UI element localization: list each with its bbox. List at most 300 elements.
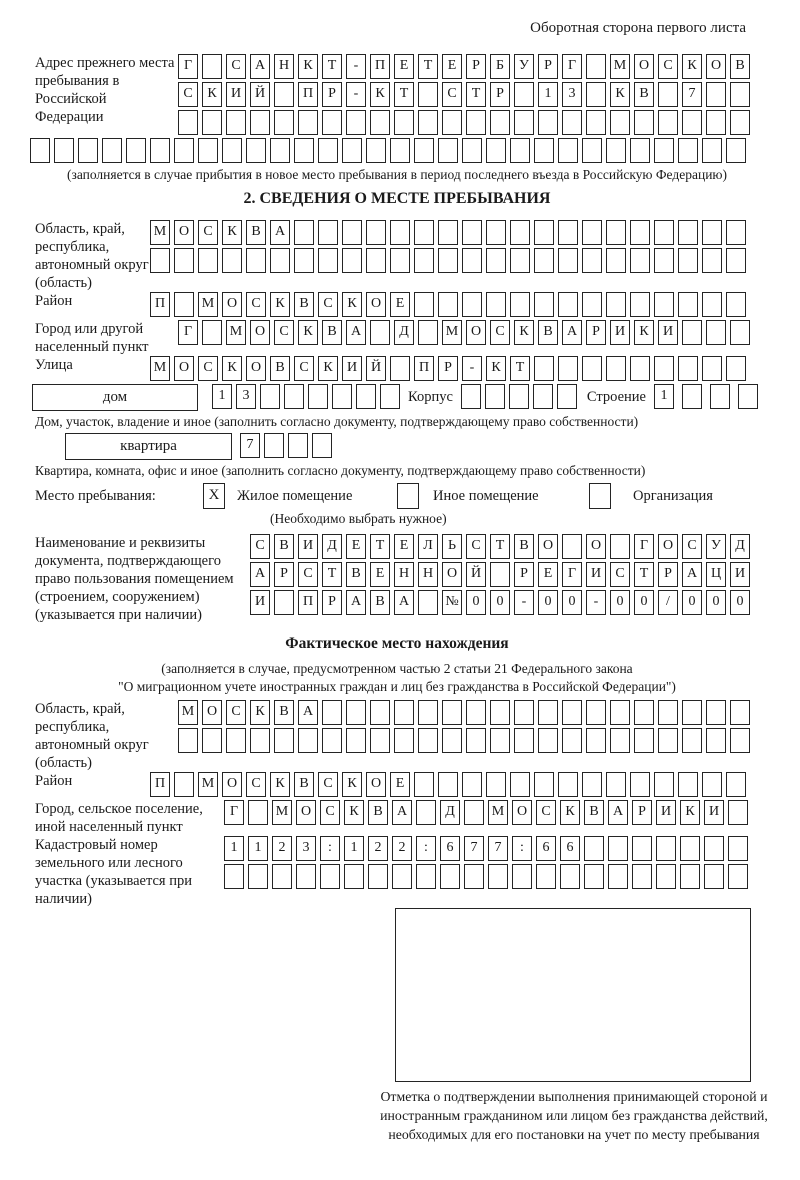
char-box[interactable]: О [174, 356, 194, 381]
char-box[interactable]: И [658, 320, 678, 345]
char-box[interactable]: 3 [562, 82, 582, 107]
char-box[interactable] [582, 220, 602, 245]
char-box[interactable] [534, 220, 554, 245]
char-box[interactable]: Т [322, 562, 342, 587]
char-box[interactable] [658, 110, 678, 135]
char-box[interactable] [298, 728, 318, 753]
char-box[interactable] [606, 356, 626, 381]
char-box[interactable]: И [250, 590, 270, 615]
char-box[interactable]: Г [562, 562, 582, 587]
char-box[interactable] [728, 864, 748, 889]
char-box[interactable]: О [174, 220, 194, 245]
char-box[interactable] [462, 292, 482, 317]
char-box[interactable]: И [226, 82, 246, 107]
char-box[interactable] [294, 220, 314, 245]
char-box[interactable] [610, 728, 630, 753]
char-box[interactable]: О [634, 54, 654, 79]
char-box[interactable] [726, 772, 746, 797]
char-box[interactable] [312, 433, 332, 458]
char-box[interactable] [534, 138, 554, 163]
char-box[interactable]: К [634, 320, 654, 345]
char-box[interactable] [510, 138, 530, 163]
char-box[interactable]: П [150, 772, 170, 797]
char-box[interactable]: Й [466, 562, 486, 587]
char-box[interactable]: В [368, 800, 388, 825]
char-box[interactable]: П [370, 54, 390, 79]
char-box[interactable] [586, 82, 606, 107]
char-box[interactable]: С [318, 292, 338, 317]
char-box[interactable] [370, 110, 390, 135]
char-box[interactable] [534, 356, 554, 381]
char-box[interactable]: Е [390, 292, 410, 317]
char-box[interactable] [490, 110, 510, 135]
char-box[interactable] [730, 320, 750, 345]
char-box[interactable] [726, 292, 746, 317]
char-box[interactable] [202, 110, 222, 135]
char-box[interactable] [538, 728, 558, 753]
char-box[interactable]: С [178, 82, 198, 107]
char-box[interactable] [174, 248, 194, 273]
char-box[interactable] [557, 384, 577, 409]
char-box[interactable] [202, 320, 222, 345]
char-box[interactable] [270, 138, 290, 163]
char-box[interactable]: А [346, 320, 366, 345]
char-box[interactable] [678, 772, 698, 797]
char-box[interactable]: С [318, 772, 338, 797]
char-box[interactable] [562, 534, 582, 559]
char-box[interactable] [678, 292, 698, 317]
char-box[interactable]: Т [466, 82, 486, 107]
char-box[interactable] [514, 82, 534, 107]
char-box[interactable] [584, 864, 604, 889]
char-box[interactable] [706, 728, 726, 753]
char-box[interactable]: М [226, 320, 246, 345]
char-box[interactable] [608, 836, 628, 861]
char-box[interactable] [726, 248, 746, 273]
char-box[interactable]: Т [394, 82, 414, 107]
char-box[interactable]: В [584, 800, 604, 825]
char-box[interactable] [608, 864, 628, 889]
char-box[interactable]: 1 [248, 836, 268, 861]
char-box[interactable]: О [366, 772, 386, 797]
char-box[interactable] [390, 356, 410, 381]
char-box[interactable] [510, 772, 530, 797]
char-box[interactable] [654, 292, 674, 317]
char-box[interactable]: 0 [706, 590, 726, 615]
char-box[interactable] [560, 864, 580, 889]
char-box[interactable] [294, 248, 314, 273]
char-box[interactable]: 6 [536, 836, 556, 861]
char-box[interactable] [390, 138, 410, 163]
char-box[interactable] [150, 138, 170, 163]
char-box[interactable] [418, 590, 438, 615]
char-box[interactable] [274, 82, 294, 107]
char-box[interactable]: 6 [440, 836, 460, 861]
char-box[interactable] [270, 248, 290, 273]
char-box[interactable] [486, 248, 506, 273]
char-box[interactable]: А [562, 320, 582, 345]
char-box[interactable] [416, 800, 436, 825]
char-box[interactable]: Н [274, 54, 294, 79]
char-box[interactable] [462, 248, 482, 273]
char-box[interactable] [296, 864, 316, 889]
char-box[interactable] [510, 292, 530, 317]
char-box[interactable] [294, 138, 314, 163]
char-box[interactable] [682, 700, 702, 725]
char-box[interactable]: Ь [442, 534, 462, 559]
char-box[interactable] [485, 384, 505, 409]
char-box[interactable] [322, 700, 342, 725]
char-box[interactable]: В [370, 590, 390, 615]
char-box[interactable] [558, 248, 578, 273]
char-box[interactable]: С [490, 320, 510, 345]
char-box[interactable] [438, 248, 458, 273]
char-box[interactable] [533, 384, 553, 409]
char-box[interactable] [726, 356, 746, 381]
char-box[interactable]: 2 [272, 836, 292, 861]
char-box[interactable] [606, 248, 626, 273]
char-box[interactable] [414, 220, 434, 245]
char-box[interactable] [260, 384, 280, 409]
char-box[interactable]: О [586, 534, 606, 559]
char-box[interactable] [728, 800, 748, 825]
char-box[interactable]: С [682, 534, 702, 559]
char-box[interactable]: 1 [224, 836, 244, 861]
char-box[interactable]: С [610, 562, 630, 587]
char-box[interactable] [274, 590, 294, 615]
char-box[interactable] [656, 864, 676, 889]
char-box[interactable]: Т [322, 54, 342, 79]
char-box[interactable]: К [270, 292, 290, 317]
char-box[interactable] [416, 864, 436, 889]
char-box[interactable]: К [222, 356, 242, 381]
char-box[interactable] [702, 138, 722, 163]
char-box[interactable] [414, 772, 434, 797]
char-box[interactable] [710, 384, 730, 409]
char-box[interactable] [726, 138, 746, 163]
char-box[interactable] [346, 728, 366, 753]
char-box[interactable]: К [342, 292, 362, 317]
char-box[interactable] [370, 728, 390, 753]
char-box[interactable] [248, 864, 268, 889]
char-box[interactable] [630, 220, 650, 245]
char-box[interactable]: В [538, 320, 558, 345]
char-box[interactable]: 0 [562, 590, 582, 615]
char-box[interactable] [320, 864, 340, 889]
char-box[interactable]: 6 [560, 836, 580, 861]
char-box[interactable]: 0 [610, 590, 630, 615]
char-box[interactable] [538, 110, 558, 135]
char-box[interactable] [702, 248, 722, 273]
char-box[interactable] [461, 384, 481, 409]
char-box[interactable]: Р [322, 590, 342, 615]
residence-checkbox-org[interactable] [589, 483, 611, 509]
char-box[interactable] [682, 320, 702, 345]
char-box[interactable] [606, 138, 626, 163]
char-box[interactable] [510, 248, 530, 273]
char-box[interactable]: М [178, 700, 198, 725]
char-box[interactable] [466, 110, 486, 135]
char-box[interactable] [414, 138, 434, 163]
char-box[interactable]: Й [250, 82, 270, 107]
char-box[interactable]: И [342, 356, 362, 381]
char-box[interactable]: К [202, 82, 222, 107]
char-box[interactable]: К [222, 220, 242, 245]
char-box[interactable]: К [344, 800, 364, 825]
char-box[interactable] [702, 356, 722, 381]
char-box[interactable]: В [322, 320, 342, 345]
char-box[interactable]: Е [390, 772, 410, 797]
char-box[interactable]: Г [634, 534, 654, 559]
char-box[interactable] [250, 110, 270, 135]
char-box[interactable]: 1 [212, 384, 232, 409]
char-box[interactable] [490, 562, 510, 587]
char-box[interactable] [658, 82, 678, 107]
char-box[interactable]: П [298, 82, 318, 107]
char-box[interactable] [174, 138, 194, 163]
char-box[interactable]: В [514, 534, 534, 559]
char-box[interactable]: 0 [682, 590, 702, 615]
char-box[interactable] [582, 772, 602, 797]
char-box[interactable]: М [198, 292, 218, 317]
char-box[interactable]: С [250, 534, 270, 559]
char-box[interactable]: О [466, 320, 486, 345]
char-box[interactable] [606, 292, 626, 317]
char-box[interactable]: С [246, 292, 266, 317]
char-box[interactable] [150, 248, 170, 273]
char-box[interactable] [346, 700, 366, 725]
char-box[interactable]: Т [370, 534, 390, 559]
char-box[interactable] [174, 772, 194, 797]
char-box[interactable]: / [658, 590, 678, 615]
char-box[interactable]: К [486, 356, 506, 381]
char-box[interactable] [514, 110, 534, 135]
char-box[interactable] [272, 864, 292, 889]
char-box[interactable]: К [560, 800, 580, 825]
char-box[interactable]: С [226, 54, 246, 79]
char-box[interactable] [486, 220, 506, 245]
char-box[interactable] [486, 292, 506, 317]
char-box[interactable]: К [342, 772, 362, 797]
char-box[interactable]: К [370, 82, 390, 107]
char-box[interactable]: Г [224, 800, 244, 825]
char-box[interactable] [512, 864, 532, 889]
char-box[interactable]: Е [370, 562, 390, 587]
char-box[interactable]: В [294, 292, 314, 317]
char-box[interactable] [682, 384, 702, 409]
char-box[interactable]: - [346, 82, 366, 107]
char-box[interactable]: К [250, 700, 270, 725]
char-box[interactable]: 7 [240, 433, 260, 458]
residence-checkbox-zhiloe[interactable]: X [203, 483, 225, 509]
char-box[interactable] [318, 248, 338, 273]
char-box[interactable] [126, 138, 146, 163]
char-box[interactable]: К [682, 54, 702, 79]
char-box[interactable]: С [466, 534, 486, 559]
char-box[interactable]: М [150, 220, 170, 245]
char-box[interactable]: М [150, 356, 170, 381]
char-box[interactable] [632, 864, 652, 889]
char-box[interactable] [680, 836, 700, 861]
char-box[interactable] [702, 772, 722, 797]
char-box[interactable] [356, 384, 376, 409]
char-box[interactable] [558, 772, 578, 797]
char-box[interactable]: 1 [344, 836, 364, 861]
char-box[interactable]: Т [634, 562, 654, 587]
char-box[interactable] [366, 138, 386, 163]
char-box[interactable]: Т [418, 54, 438, 79]
char-box[interactable] [264, 433, 284, 458]
char-box[interactable] [606, 220, 626, 245]
char-box[interactable] [298, 110, 318, 135]
char-box[interactable] [78, 138, 98, 163]
char-box[interactable] [414, 292, 434, 317]
char-box[interactable]: Ц [706, 562, 726, 587]
char-box[interactable] [394, 110, 414, 135]
char-box[interactable] [442, 110, 462, 135]
char-box[interactable] [586, 110, 606, 135]
char-box[interactable] [366, 248, 386, 273]
char-box[interactable]: И [730, 562, 750, 587]
char-box[interactable]: 0 [634, 590, 654, 615]
char-box[interactable] [344, 864, 364, 889]
char-box[interactable]: Б [490, 54, 510, 79]
char-box[interactable]: Д [322, 534, 342, 559]
char-box[interactable] [250, 728, 270, 753]
char-box[interactable] [586, 700, 606, 725]
char-box[interactable] [284, 384, 304, 409]
char-box[interactable] [440, 864, 460, 889]
char-box[interactable] [678, 356, 698, 381]
char-box[interactable]: И [704, 800, 724, 825]
char-box[interactable] [248, 800, 268, 825]
char-box[interactable]: В [346, 562, 366, 587]
char-box[interactable] [414, 248, 434, 273]
char-box[interactable]: Г [178, 54, 198, 79]
char-box[interactable] [610, 700, 630, 725]
char-box[interactable]: П [150, 292, 170, 317]
char-box[interactable]: К [318, 356, 338, 381]
char-box[interactable] [178, 110, 198, 135]
char-box[interactable] [490, 728, 510, 753]
char-box[interactable] [634, 110, 654, 135]
char-box[interactable]: 0 [490, 590, 510, 615]
char-box[interactable]: Р [490, 82, 510, 107]
char-box[interactable] [534, 248, 554, 273]
char-box[interactable]: В [634, 82, 654, 107]
char-box[interactable]: А [394, 590, 414, 615]
char-box[interactable]: Д [440, 800, 460, 825]
char-box[interactable] [464, 864, 484, 889]
char-box[interactable]: С [298, 562, 318, 587]
char-box[interactable] [342, 220, 362, 245]
char-box[interactable] [586, 54, 606, 79]
char-box[interactable] [246, 138, 266, 163]
char-box[interactable] [562, 700, 582, 725]
char-box[interactable]: С [294, 356, 314, 381]
char-box[interactable] [584, 836, 604, 861]
char-box[interactable] [342, 248, 362, 273]
char-box[interactable] [606, 772, 626, 797]
char-box[interactable] [322, 728, 342, 753]
char-box[interactable] [222, 248, 242, 273]
char-box[interactable]: И [656, 800, 676, 825]
char-box[interactable] [706, 320, 726, 345]
char-box[interactable]: С [658, 54, 678, 79]
char-box[interactable] [630, 772, 650, 797]
char-box[interactable] [198, 248, 218, 273]
char-box[interactable]: Р [658, 562, 678, 587]
char-box[interactable] [486, 772, 506, 797]
char-box[interactable]: - [586, 590, 606, 615]
char-box[interactable]: К [680, 800, 700, 825]
char-box[interactable] [342, 138, 362, 163]
char-box[interactable] [706, 82, 726, 107]
char-box[interactable] [730, 700, 750, 725]
char-box[interactable] [346, 110, 366, 135]
char-box[interactable]: 2 [392, 836, 412, 861]
char-box[interactable]: С [198, 356, 218, 381]
char-box[interactable]: Р [632, 800, 652, 825]
char-box[interactable] [274, 728, 294, 753]
char-box[interactable]: А [298, 700, 318, 725]
char-box[interactable]: О [442, 562, 462, 587]
char-box[interactable] [202, 54, 222, 79]
char-box[interactable] [418, 82, 438, 107]
char-box[interactable]: Р [514, 562, 534, 587]
char-box[interactable]: А [346, 590, 366, 615]
char-box[interactable] [390, 248, 410, 273]
char-box[interactable]: М [442, 320, 462, 345]
char-box[interactable] [224, 864, 244, 889]
char-box[interactable]: К [270, 772, 290, 797]
char-box[interactable] [392, 864, 412, 889]
char-box[interactable]: М [488, 800, 508, 825]
char-box[interactable] [706, 700, 726, 725]
char-box[interactable] [582, 292, 602, 317]
char-box[interactable] [632, 836, 652, 861]
char-box[interactable]: С [226, 700, 246, 725]
char-box[interactable]: О [202, 700, 222, 725]
char-box[interactable] [202, 728, 222, 753]
char-box[interactable] [438, 138, 458, 163]
char-box[interactable]: Д [394, 320, 414, 345]
char-box[interactable] [654, 356, 674, 381]
char-box[interactable]: В [274, 700, 294, 725]
char-box[interactable]: И [586, 562, 606, 587]
char-box[interactable]: Е [538, 562, 558, 587]
char-box[interactable]: Т [510, 356, 530, 381]
char-box[interactable]: № [442, 590, 462, 615]
char-box[interactable] [654, 138, 674, 163]
char-box[interactable] [738, 384, 758, 409]
char-box[interactable] [442, 700, 462, 725]
char-box[interactable] [510, 220, 530, 245]
char-box[interactable]: В [274, 534, 294, 559]
char-box[interactable] [558, 292, 578, 317]
char-box[interactable] [658, 728, 678, 753]
char-box[interactable]: О [250, 320, 270, 345]
char-box[interactable] [630, 138, 650, 163]
char-box[interactable]: 0 [538, 590, 558, 615]
char-box[interactable] [558, 220, 578, 245]
char-box[interactable]: И [610, 320, 630, 345]
char-box[interactable]: Д [730, 534, 750, 559]
char-box[interactable] [226, 728, 246, 753]
char-box[interactable] [582, 356, 602, 381]
char-box[interactable] [702, 292, 722, 317]
char-box[interactable]: Е [394, 54, 414, 79]
